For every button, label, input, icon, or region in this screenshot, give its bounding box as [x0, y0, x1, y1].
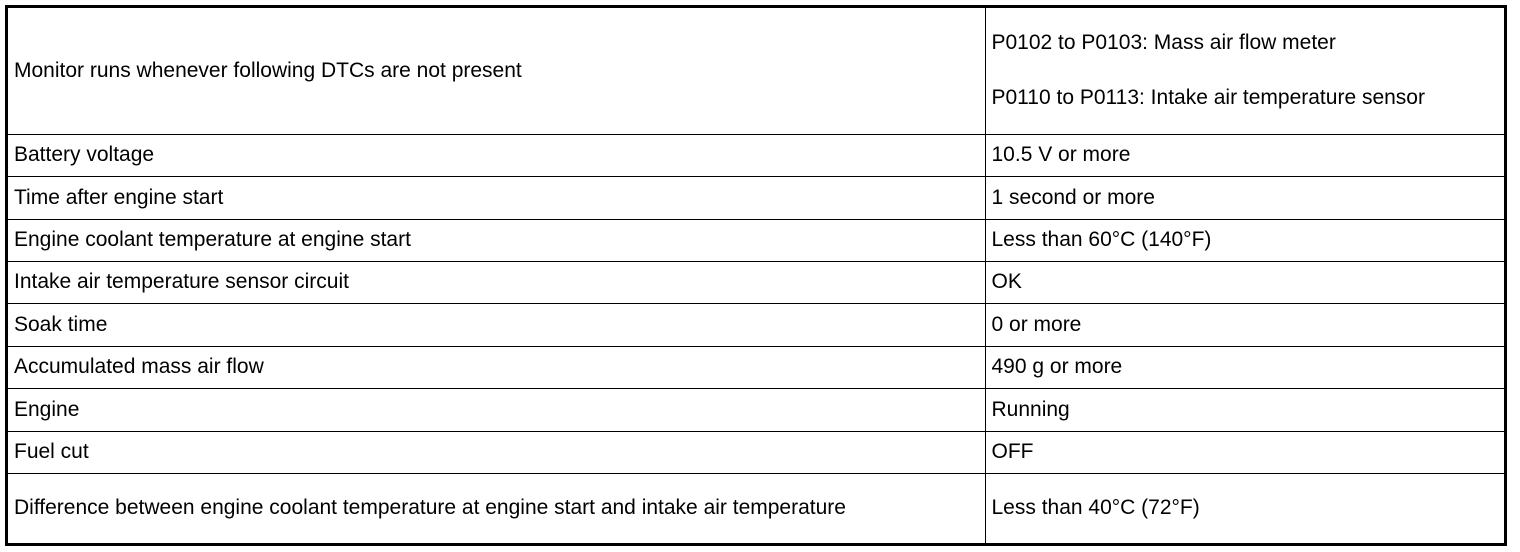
condition-cell: Time after engine start [8, 176, 985, 219]
table-row [8, 134, 1504, 176]
value-cell [985, 8, 1504, 134]
dtc-line: P0110 to P0113: Intake air temperature sensor [991, 86, 1425, 110]
table-row [8, 8, 1504, 134]
dtc-line: P0102 to P0103: Mass air flow meter [991, 31, 1336, 55]
table-row [8, 303, 1504, 346]
condition-cell: Difference between engine coolant temperature at engine start and intake air temperature [8, 473, 985, 543]
value-cell: Running [985, 388, 1504, 431]
condition-cell: Monitor runs whenever following DTCs are not present [8, 8, 985, 134]
value-cell: Less than 60°C (140°F) [985, 219, 1504, 261]
table-row [8, 431, 1504, 473]
monitor-conditions-table [8, 8, 1504, 543]
table-row [8, 219, 1504, 261]
table-row [8, 346, 1504, 388]
monitor-conditions-table-container [5, 5, 1507, 546]
condition-cell: Soak time [8, 303, 985, 346]
condition-cell: Intake air temperature sensor circuit [8, 261, 985, 303]
value-cell: Less than 40°C (72°F) [985, 473, 1504, 543]
condition-cell: Engine coolant temperature at engine start [8, 219, 985, 261]
table-row [8, 261, 1504, 303]
value-cell: OK [985, 261, 1504, 303]
value-cell: 490 g or more [985, 346, 1504, 388]
table-row [8, 176, 1504, 219]
value-cell: 0 or more [985, 303, 1504, 346]
condition-cell: Accumulated mass air flow [8, 346, 985, 388]
condition-cell: Fuel cut [8, 431, 985, 473]
value-cell: 10.5 V or more [985, 134, 1504, 176]
value-cell: OFF [985, 431, 1504, 473]
table-row [8, 388, 1504, 431]
condition-cell: Battery voltage [8, 134, 985, 176]
value-cell: 1 second or more [985, 176, 1504, 219]
condition-cell: Engine [8, 388, 985, 431]
table-row [8, 473, 1504, 543]
